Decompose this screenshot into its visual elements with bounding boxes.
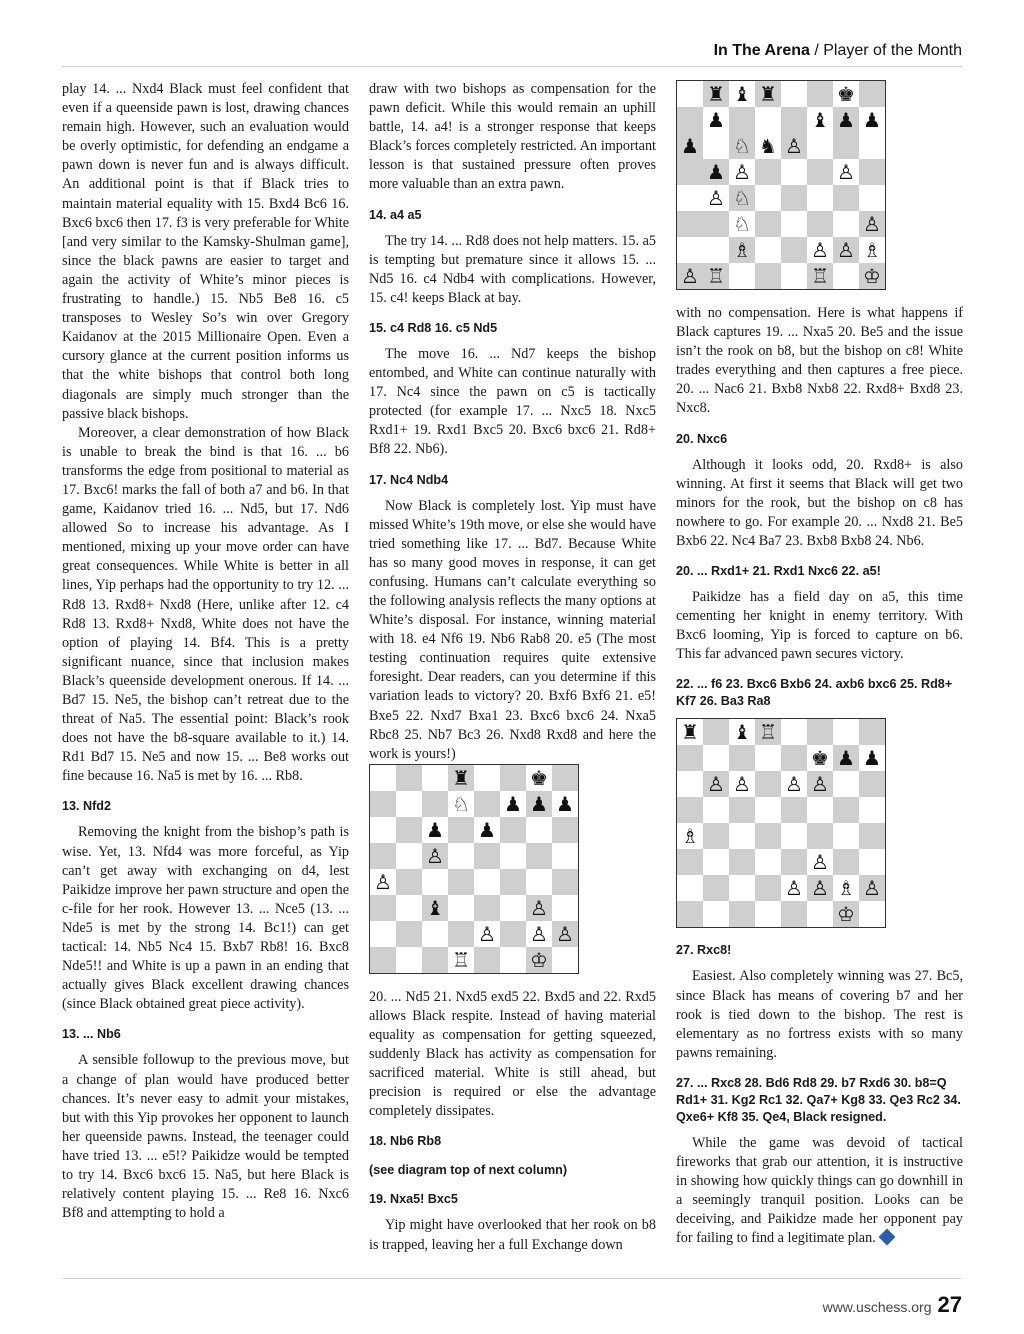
board-square — [526, 765, 552, 791]
board-square — [370, 921, 396, 947]
white-rook-icon: ♖ — [452, 947, 470, 972]
board-square — [677, 849, 703, 875]
header-rule — [62, 66, 962, 67]
end-of-article-icon — [878, 1229, 895, 1246]
board-square — [755, 901, 781, 927]
black-pawn-icon: ♟ — [707, 160, 725, 184]
page-footer — [823, 1292, 962, 1318]
board-square — [833, 745, 859, 771]
board-square — [474, 895, 500, 921]
board-square — [552, 895, 578, 921]
page-number: 27 — [937, 1292, 962, 1317]
board-square — [781, 875, 807, 901]
black-rook-icon: ♜ — [707, 82, 725, 106]
board-square — [781, 797, 807, 823]
board-square — [552, 921, 578, 947]
white-king-icon: ♔ — [837, 902, 855, 927]
board-square — [781, 823, 807, 849]
white-pawn-icon: ♙ — [837, 238, 855, 262]
move-heading: 13. Nfd2 — [62, 799, 111, 814]
black-pawn-icon: ♟ — [478, 817, 496, 842]
board-square — [677, 133, 703, 159]
white-rook-icon: ♖ — [811, 264, 829, 288]
move-heading: (see diagram top of next column) — [369, 1163, 568, 1178]
board-square — [781, 849, 807, 875]
board-square — [729, 237, 755, 263]
white-king-icon: ♔ — [530, 947, 548, 972]
board-square — [703, 263, 729, 289]
board-square — [781, 133, 807, 159]
board-square — [703, 849, 729, 875]
board-square — [781, 771, 807, 797]
black-rook-icon: ♜ — [759, 82, 777, 106]
board-square — [833, 901, 859, 927]
board-square — [703, 901, 729, 927]
board-square — [552, 947, 578, 973]
move-heading: 27. Rxc8! — [676, 943, 732, 958]
board-square — [859, 823, 885, 849]
board-square — [422, 947, 448, 973]
white-pawn-icon: ♙ — [530, 895, 548, 920]
board-square — [807, 237, 833, 263]
body-paragraph: Although it looks odd, 20. Rxd8+ is also winning. At first it seems that Black will get two minors for the rook, but the bishop on c8 has nowhere to go. For example 20. ... Nxd8 21. Be5 Bxb6 22. Nc4 Ba7 23. Bxb8 Bxb8 24. Nb6. — [676, 456, 963, 549]
board-square — [781, 185, 807, 211]
board-square — [807, 901, 833, 927]
board-square — [552, 843, 578, 869]
board-square — [859, 875, 885, 901]
board-square — [552, 817, 578, 843]
white-knight-icon: ♘ — [733, 134, 751, 158]
board-square — [474, 947, 500, 973]
board-square — [448, 817, 474, 843]
board-square — [859, 185, 885, 211]
board-square — [729, 185, 755, 211]
board-square — [422, 765, 448, 791]
board-square — [703, 745, 729, 771]
black-king-icon: ♚ — [811, 746, 829, 771]
white-bishop-icon: ♗ — [863, 238, 881, 262]
board-square — [677, 875, 703, 901]
body-paragraph: Paikidze has a field day on a5, this time cementing her knight in enemy territory. With Bxc6 looming, Yip is forced to capture on b6. This far advanced pawn secures victory. — [676, 589, 963, 663]
board-square — [781, 719, 807, 745]
board-square — [448, 895, 474, 921]
board-square — [833, 133, 859, 159]
board-square — [859, 263, 885, 289]
board-square — [677, 901, 703, 927]
board-square — [396, 869, 422, 895]
board-square — [448, 791, 474, 817]
board-square — [396, 765, 422, 791]
board-square — [677, 823, 703, 849]
board-square — [703, 107, 729, 133]
board-square — [755, 159, 781, 185]
board-square — [755, 185, 781, 211]
board-square — [677, 81, 703, 107]
white-pawn-icon: ♙ — [530, 921, 548, 946]
board-square — [729, 745, 755, 771]
board-square — [755, 237, 781, 263]
board-square — [755, 849, 781, 875]
board-square — [448, 947, 474, 973]
body-paragraph: draw with two bishops as compensation for the pawn deficit. While this would remain an uphill battle, 14. a4! is a stronger response that keeps Black’s forces completely restricted. An important lesson is that sustained pressure often proves more valuable than an extra pawn. — [369, 81, 656, 193]
white-pawn-icon: ♙ — [733, 160, 751, 184]
board-square — [677, 211, 703, 237]
board-square — [474, 791, 500, 817]
board-square — [422, 817, 448, 843]
white-pawn-icon: ♙ — [374, 869, 392, 894]
board-square — [807, 81, 833, 107]
white-pawn-icon: ♙ — [811, 772, 829, 797]
board-square — [859, 133, 885, 159]
board-square — [396, 843, 422, 869]
board-square — [500, 895, 526, 921]
board-square — [807, 797, 833, 823]
board-square — [781, 211, 807, 237]
white-king-icon: ♔ — [863, 264, 881, 288]
board-square — [807, 849, 833, 875]
board-square — [422, 921, 448, 947]
board-square — [807, 771, 833, 797]
board-square — [729, 159, 755, 185]
board-square — [677, 107, 703, 133]
board-square — [474, 869, 500, 895]
body-paragraph: Easiest. Also completely winning was 27. Bc5, since Black has means of covering b7 and her rook is tied down to the bishop. The rest is elementary as no fortress exists with so many pawns remaining. — [676, 968, 963, 1061]
white-pawn-icon: ♙ — [811, 850, 829, 875]
board-square — [552, 869, 578, 895]
move-heading: 13. ... Nb6 — [62, 1027, 121, 1042]
move-heading: 20. ... Rxd1+ 21. Rxd1 Nxc6 22. a5! — [676, 564, 881, 579]
board-square — [526, 895, 552, 921]
body-paragraph: The move 16. ... Nd7 keeps the bishop entombed, and White can continue naturally with 17. Nc4 since the pawn on c5 is tactically protected (for example 17. ... Nxc5 18. Nxc5 Rxd1+ 19. Rxd1 Bxc5 20. Bxc6 bxc6 21. Rd8+ Bf8 22. Nb6). — [369, 345, 656, 458]
board-square — [781, 81, 807, 107]
white-rook-icon: ♖ — [759, 720, 777, 745]
black-pawn-icon: ♟ — [504, 791, 522, 816]
board-square — [396, 895, 422, 921]
board-square — [729, 901, 755, 927]
board-square — [422, 895, 448, 921]
white-pawn-icon: ♙ — [837, 160, 855, 184]
board-square — [859, 237, 885, 263]
board-square — [755, 263, 781, 289]
black-king-icon: ♚ — [837, 82, 855, 106]
black-pawn-icon: ♟ — [863, 746, 881, 771]
black-king-icon: ♚ — [530, 765, 548, 790]
white-knight-icon: ♘ — [452, 791, 470, 816]
board-square — [755, 81, 781, 107]
body-paragraph: 20. ... Nd5 21. Nxd5 exd5 22. Bxd5 and 22. Rxd5 allows Black respite. Instead of having material equality as compensation for getting squeezed, suddenly Black has activity as compensation for sacrificed material. White is still ahead, but precision is required or else the advantage completely dissipates. — [369, 988, 656, 1120]
board-square — [703, 823, 729, 849]
body-paragraph: Now Black is completely lost. Yip must have missed White’s 19th move, or else she would have tried something like 17. ... Bd7. Because White has so many good moves in response, it can get confusing. Humans can’t calculate everything so the following analysis reflects the many options at White’s disposal. For instance, winning material with 18. e4 Nf6 19. Nb6 Rab8 20. e5 (The most testing continuation requires quite extensive foresight. Dear readers, can you determine if this variation leads to victory? 20. Bxf6 Bxf6 21. e5! Bxe5 22. Nxd7 Bxa1 23. Bxc6 bxc6 24. Nxa5 Rbc8 25. Nb7 Bc3 26. Nxd8 Rxd8 and here the work is yours!) — [369, 497, 656, 762]
white-pawn-icon: ♙ — [707, 772, 725, 797]
black-pawn-icon: ♟ — [530, 791, 548, 816]
board-square — [755, 719, 781, 745]
white-pawn-icon: ♙ — [863, 212, 881, 236]
black-bishop-icon: ♝ — [733, 720, 751, 745]
board-square — [526, 791, 552, 817]
chess-diagram — [676, 80, 886, 290]
board-square — [526, 817, 552, 843]
body-paragraph: Removing the knight from the bishop’s path is wise. Yet, 13. Nfd4 was more forceful, as Yip can’t get away with exchanging on d4, lest Paikidze improve her pawn structure and open the c-file for her rook. However 13. ... Nce5 (13. ... Nde5 is met by the strong 14. Bc1!) can get tactical: 14. Nb5 Nc4 15. Bxb7 Rb8! 16. Bxc8 Nde5!! and White is up a pawn in an ending that actually gives Black excellent drawing chances (since Black obtained great piece activity). — [62, 824, 349, 1013]
black-pawn-icon: ♟ — [837, 108, 855, 132]
column-2 — [369, 80, 656, 1255]
board-square — [807, 745, 833, 771]
board-square — [755, 771, 781, 797]
body-paragraph — [676, 1134, 963, 1249]
white-pawn-icon: ♙ — [733, 772, 751, 797]
board-square — [703, 771, 729, 797]
board-square — [703, 133, 729, 159]
board-square — [474, 921, 500, 947]
board-square — [526, 947, 552, 973]
board-square — [396, 921, 422, 947]
move-heading: 19. Nxa5! Bxc5 — [369, 1192, 458, 1207]
white-pawn-icon: ♙ — [556, 921, 574, 946]
board-square — [729, 263, 755, 289]
body-paragraph: The try 14. ... Rd8 does not help matters. 15. a5 is tempting but premature since it allows 15. ... Nd5 16. c4 Ndb4 with complications. However, 15. c4! keeps Black at bay. — [369, 232, 656, 306]
white-bishop-icon: ♗ — [733, 238, 751, 262]
board-square — [729, 107, 755, 133]
board-square — [370, 817, 396, 843]
chess-diagram — [369, 764, 579, 974]
board-square — [474, 817, 500, 843]
board-square — [703, 719, 729, 745]
board-square — [833, 81, 859, 107]
board-square — [729, 81, 755, 107]
board-square — [781, 745, 807, 771]
white-pawn-icon: ♙ — [478, 921, 496, 946]
board-square — [677, 797, 703, 823]
board-square — [677, 237, 703, 263]
footer-rule — [62, 1278, 962, 1279]
chess-diagram — [676, 718, 886, 928]
move-heading: 14. a4 a5 — [369, 207, 422, 222]
board-square — [422, 869, 448, 895]
board-square — [370, 895, 396, 921]
white-pawn-icon: ♙ — [785, 134, 803, 158]
board-square — [677, 263, 703, 289]
board-square — [500, 765, 526, 791]
body-paragraph: Yip might have overlooked that her rook on b8 is trapped, leaving her a full Exchange down — [369, 1217, 656, 1253]
black-pawn-icon: ♟ — [863, 108, 881, 132]
white-bishop-icon: ♗ — [837, 876, 855, 901]
board-square — [448, 765, 474, 791]
white-pawn-icon: ♙ — [811, 876, 829, 901]
board-square — [448, 921, 474, 947]
board-square — [396, 791, 422, 817]
white-rook-icon: ♖ — [707, 264, 725, 288]
board-square — [448, 869, 474, 895]
board-square — [859, 849, 885, 875]
board-square — [781, 263, 807, 289]
board-square — [755, 211, 781, 237]
board-square — [781, 107, 807, 133]
board-square — [833, 263, 859, 289]
board-square — [755, 745, 781, 771]
black-pawn-icon: ♟ — [556, 791, 574, 816]
board-square — [422, 791, 448, 817]
body-paragraph: play 14. ... Nxd4 Black must feel confident that even if a queenside pawn is lost, drawing chances remain high. However, such an evaluation would be overly optimistic, for defending an endgame a pawn down is never fun and is always difficult. An additional point is that if Black tries to maintain material equality with 15. Bxd4 Bc6 16. Bxc6 bxc6 then 17. f3 is very preferable for White [and very similar to the Kamsky-Shulman game], since the black pawns are easier to target and again the activity of White’s minor pieces is frustrating to handle.) 15. Nb5 Be8 16. c5 transposes to Wesley So’s win over Gregory Kaidanov at the 2015 Millionaire Open. Even a cursory glance at the current position informs us that the white bishops that control both long diagonals are simply much stronger than the passive black bishops. — [62, 81, 349, 422]
board-square — [552, 765, 578, 791]
white-pawn-icon: ♙ — [707, 186, 725, 210]
board-square — [703, 797, 729, 823]
board-square — [833, 823, 859, 849]
black-bishop-icon: ♝ — [811, 108, 829, 132]
board-square — [729, 719, 755, 745]
black-bishop-icon: ♝ — [733, 82, 751, 106]
white-pawn-icon: ♙ — [811, 238, 829, 262]
black-knight-icon: ♞ — [759, 134, 777, 158]
board-square — [677, 185, 703, 211]
board-square — [859, 719, 885, 745]
board-square — [833, 107, 859, 133]
board-square — [755, 875, 781, 901]
board-square — [448, 843, 474, 869]
board-square — [755, 133, 781, 159]
board-square — [729, 211, 755, 237]
board-square — [396, 947, 422, 973]
move-heading: 20. Nxc6 — [676, 431, 728, 446]
board-square — [833, 849, 859, 875]
board-square — [500, 843, 526, 869]
board-square — [370, 869, 396, 895]
board-square — [703, 81, 729, 107]
running-header — [714, 42, 962, 60]
board-square — [807, 875, 833, 901]
board-square — [396, 817, 422, 843]
board-square — [370, 947, 396, 973]
move-heading: 27. ... Rxc8 28. Bd6 Rd8 29. b7 Rxd6 30. b8=Q Rd1+ 31. Kg2 Rc1 32. Qa7+ Kg8 33. Qe3 Rc2 34. Qxe6+ Kf8 35. Qe4, Black resigned. — [676, 1075, 961, 1124]
board-square — [677, 719, 703, 745]
move-heading: 15. c4 Rd8 16. c5 Nd5 — [369, 320, 498, 335]
board-square — [807, 185, 833, 211]
board-square — [474, 843, 500, 869]
board-square — [703, 159, 729, 185]
column-3 — [676, 80, 963, 1248]
header-section: In The Arena — [713, 42, 810, 59]
board-square — [729, 875, 755, 901]
board-square — [500, 869, 526, 895]
board-square — [729, 823, 755, 849]
board-square — [703, 875, 729, 901]
board-square — [859, 901, 885, 927]
board-square — [807, 107, 833, 133]
black-pawn-icon: ♟ — [426, 817, 444, 842]
board-square — [370, 791, 396, 817]
board-square — [729, 849, 755, 875]
board-square — [807, 133, 833, 159]
black-pawn-icon: ♟ — [681, 134, 699, 158]
footer-url: www.uschess.org — [822, 1299, 932, 1315]
move-heading: 22. ... f6 23. Bxc6 Bxb6 24. axb6 bxc6 25. Rd8+ Kf7 26. Ba3 Ra8 — [676, 677, 953, 709]
board-square — [833, 875, 859, 901]
white-pawn-icon: ♙ — [426, 843, 444, 868]
board-square — [755, 797, 781, 823]
board-square — [859, 107, 885, 133]
white-bishop-icon: ♗ — [681, 824, 699, 849]
board-square — [677, 745, 703, 771]
board-square — [474, 765, 500, 791]
board-square — [859, 771, 885, 797]
body-paragraph: with no compensation. Here is what happens if Black captures 19. ... Nxa5 20. Be5 and the issue isn’t the rook on b8, but the bishop on c8! White trades everything and then captures a free piece. 20. ... Nac6 21. Bxb8 Nxb8 22. Rxd8+ Bxd8 23. Nxc8. — [676, 305, 963, 417]
board-square — [859, 745, 885, 771]
column-1 — [62, 80, 349, 1223]
board-square — [859, 81, 885, 107]
board-square — [677, 771, 703, 797]
board-square — [526, 869, 552, 895]
board-square — [729, 133, 755, 159]
white-pawn-icon: ♙ — [785, 772, 803, 797]
board-square — [370, 843, 396, 869]
board-square — [729, 771, 755, 797]
header-divider: / — [814, 42, 819, 59]
black-pawn-icon: ♟ — [837, 746, 855, 771]
body-paragraph: Moreover, a clear demonstration of how Black is unable to break the bind is that 16. ... b6 transforms the edge from positional to material as 17. Bxc6! marks the fall of both a7 and b6. In that game, Kaidanov tried 16. ... Nd5, but 17. Nd6 allowed So to increase his advantage. As I mentioned, mixing up your move order can have great consequences. While White is better in all lines, Yip perhaps had the opportunity to try 12. ... Rd8 13. Rxd8+ Nxd8 (Here, unlike after 12. c4 Rd8 13. Rxd8+ Nxd8, White does not have the option of playing 14. Bf4. This is a pretty significant nuance, since that inclusion makes Black’s queenside development onerous. If 14. ... Bd7 15. Ne5, the bishop can’t retreat due to the threat of Na5. The essential point: Black’s rook does not have the b8-square available to it.) 14. Rd1 Bd7 15. Ne5 and now 15. ... Be8 works out fine because 16. Na5 is met by 16. ... Rb8. — [62, 424, 349, 785]
board-square — [781, 901, 807, 927]
board-square — [422, 843, 448, 869]
board-square — [703, 237, 729, 263]
board-square — [677, 159, 703, 185]
board-square — [526, 843, 552, 869]
white-pawn-icon: ♙ — [863, 876, 881, 901]
black-rook-icon: ♜ — [681, 720, 699, 745]
board-square — [500, 817, 526, 843]
board-square — [859, 159, 885, 185]
board-square — [807, 159, 833, 185]
paragraph-text: While the game was devoid of tactical fireworks that grab our attention, it is instructive in showing how quickly things can go downhill in a seemingly tranquil position. Looks can be deceiving, and Paikidze made her opponent pay for failing to find a legitimate plan. — [676, 1134, 963, 1247]
board-square — [755, 107, 781, 133]
black-rook-icon: ♜ — [452, 765, 470, 790]
board-square — [703, 185, 729, 211]
board-square — [859, 797, 885, 823]
board-square — [500, 947, 526, 973]
header-subsection: Player of the Month — [823, 42, 962, 59]
black-pawn-icon: ♟ — [707, 108, 725, 132]
board-square — [781, 237, 807, 263]
body-paragraph: A sensible followup to the previous move, but a change of plan would have produced better chances. It’s never easy to admit your mistakes, but with this Yip provokes her opponent to launch her queenside pawns. Instead, the teenager could have tried 13. ... e5!? Paikidze would be tempted to try 14. Bxc6 bxc6 15. Na5, but here Black is relatively content playing 15. ... Re8 16. Nxc6 Bf8 and attempting to hold a — [62, 1052, 349, 1222]
board-square — [833, 797, 859, 823]
move-heading: 18. Nb6 Rb8 — [369, 1134, 442, 1149]
board-square — [833, 185, 859, 211]
board-square — [859, 211, 885, 237]
white-pawn-icon: ♙ — [681, 264, 699, 288]
board-square — [500, 921, 526, 947]
white-knight-icon: ♘ — [733, 212, 751, 236]
board-square — [807, 719, 833, 745]
board-square — [807, 211, 833, 237]
board-square — [833, 237, 859, 263]
board-square — [370, 765, 396, 791]
board-square — [833, 771, 859, 797]
board-square — [833, 719, 859, 745]
board-square — [807, 263, 833, 289]
board-square — [552, 791, 578, 817]
board-square — [729, 797, 755, 823]
board-square — [500, 791, 526, 817]
board-square — [781, 159, 807, 185]
white-pawn-icon: ♙ — [785, 876, 803, 901]
board-square — [755, 823, 781, 849]
board-square — [833, 159, 859, 185]
move-heading: 17. Nc4 Ndb4 — [369, 472, 449, 487]
black-bishop-icon: ♝ — [426, 895, 444, 920]
board-square — [703, 211, 729, 237]
board-square — [807, 823, 833, 849]
board-square — [833, 211, 859, 237]
white-knight-icon: ♘ — [733, 186, 751, 210]
board-square — [526, 921, 552, 947]
